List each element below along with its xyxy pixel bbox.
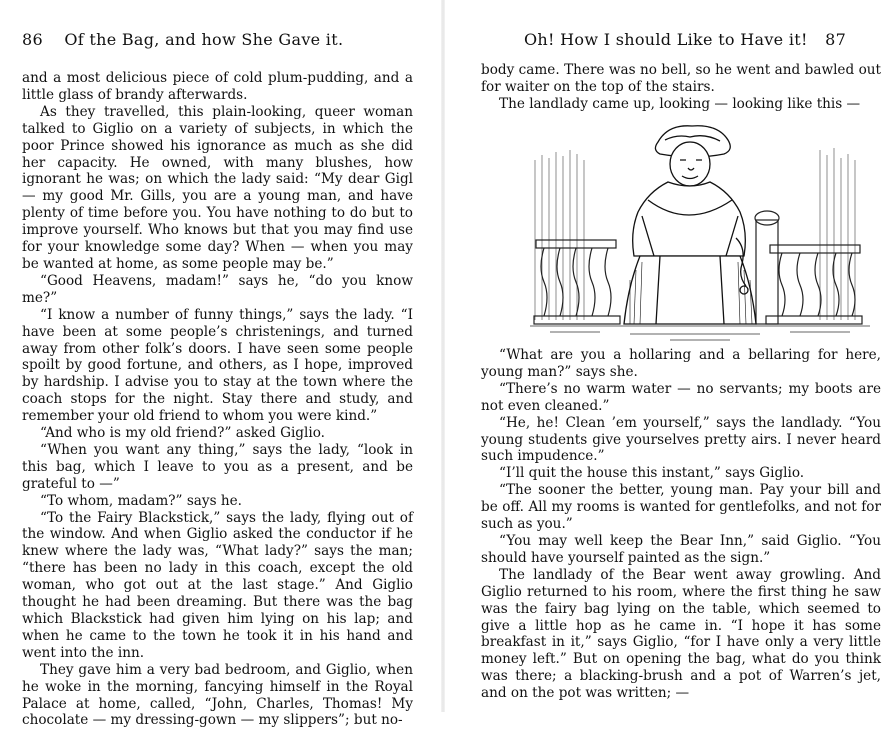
- landlady-engraving-illustration: [530, 120, 870, 345]
- left-running-header: [22, 30, 343, 49]
- left-body-text: [22, 70, 413, 729]
- paragraph: “He, he! Clean ’em yourself,” says the landlady. “You young students give yourselves pretty airs. I never heard such impudence.”: [481, 414, 881, 465]
- paragraph: “And who is my old friend?” asked Giglio.: [40, 425, 325, 442]
- paragraph: “What are you a hollaring and a bellaring for here, young man?” says she.: [481, 347, 881, 380]
- paragraph: “You may well keep the Bear Inn,” said Giglio. “You should have yourself painted as the sign.”: [481, 532, 881, 566]
- paragraph: “To the Fairy Blackstick,” says the lady, flying out of the window. And when Giglio asked the conductor if he knew where the lady was, “What lady?” says the man; “there has been no lady in this coach, except the old woman, who got out at the last stage.” And Giglio thought he had been dreaming. But there was the bag which Blackstick had given him lying on his lap; and when he came to the town he took it in his hand and went into the inn.: [22, 509, 413, 661]
- paragraph: They gave him a very bad bedroom, and Giglio, when he woke in the morning, fancying himself in the Royal Palace at home, called, “John, Charles, Thomas! My chocolate — my dressing-gown — my slippers”; but no-: [22, 661, 413, 729]
- paragraph: As they travelled, this plain-looking, queer woman talked to Giglio on a variety of subjects, in which the poor Prince showed his ignorance as much as she did her capacity. He owned, with many blushes, how ignorant he was; on which the lady said: “My dear Gigl — my good Mr. Gills, you are a young man, and have plenty of time before you. You have nothing to do but to improve yourself. Who knows but that you may find use for your knowledge some day? When — when you may be wanted at home, as some people may be.”: [22, 103, 413, 272]
- right-body-text-bottom: [481, 347, 881, 702]
- left-page-number: 86: [22, 30, 43, 49]
- paragraph: “Good Heavens, madam!” says he, “do you know me?”: [22, 272, 413, 306]
- paragraph: “To whom, madam?” says he.: [40, 492, 243, 509]
- book-gutter: [441, 0, 445, 712]
- paragraph: “I’ll quit the house this instant,” says Giglio.: [499, 465, 805, 482]
- right-running-header: [524, 30, 846, 49]
- left-page: [0, 0, 440, 729]
- paragraph: and a most delicious piece of cold plum-pudding, and a little glass of brandy afterwards.: [22, 70, 413, 103]
- left-running-head-title: Of the Bag, and how She Gave it.: [64, 30, 344, 49]
- paragraph: The landlady of the Bear went away growling. And Giglio returned to his room, where the first thing he saw was the fairy bag lying on the table, which seemed to give a little hop as he came in. “I hope it has some breakfast in it,” says Giglio, “for I have only a very little money left.” But on opening the bag, what do you think was there; a blacking-brush and a pot of Warren’s jet, and on the pot was written; —: [481, 566, 881, 702]
- paragraph: body came. There was no bell, so he went and bawled out for waiter on the top of the stairs.: [481, 62, 881, 95]
- paragraph: “There’s no warm water — no servants; my boots are not even cleaned.”: [481, 380, 881, 414]
- paragraph: The landlady came up, looking — looking like this —: [499, 95, 861, 112]
- right-body-text-top: [481, 62, 881, 113]
- right-running-head-title: Oh! How I should Like to Have it!: [524, 30, 808, 49]
- right-page: [446, 0, 893, 712]
- paragraph: “When you want any thing,” says the lady, “look in this bag, which I leave to you as a present, and be grateful to —”: [22, 441, 413, 492]
- right-page-number: 87: [825, 30, 847, 49]
- paragraph: “The sooner the better, young man. Pay your bill and be off. All my rooms is wanted for gentlefolks, and not for such as you.”: [481, 482, 881, 533]
- paragraph: “I know a number of funny things,” says the lady. “I have been at some people’s christenings, and turned away from other folk’s doors. I have seen some people spoilt by good fortune, and others, as I hope, improved by hardship. I advise you to stay at the town where the coach stops for the night. Stay there and study, and remember your old friend to whom you were kind.”: [22, 306, 413, 425]
